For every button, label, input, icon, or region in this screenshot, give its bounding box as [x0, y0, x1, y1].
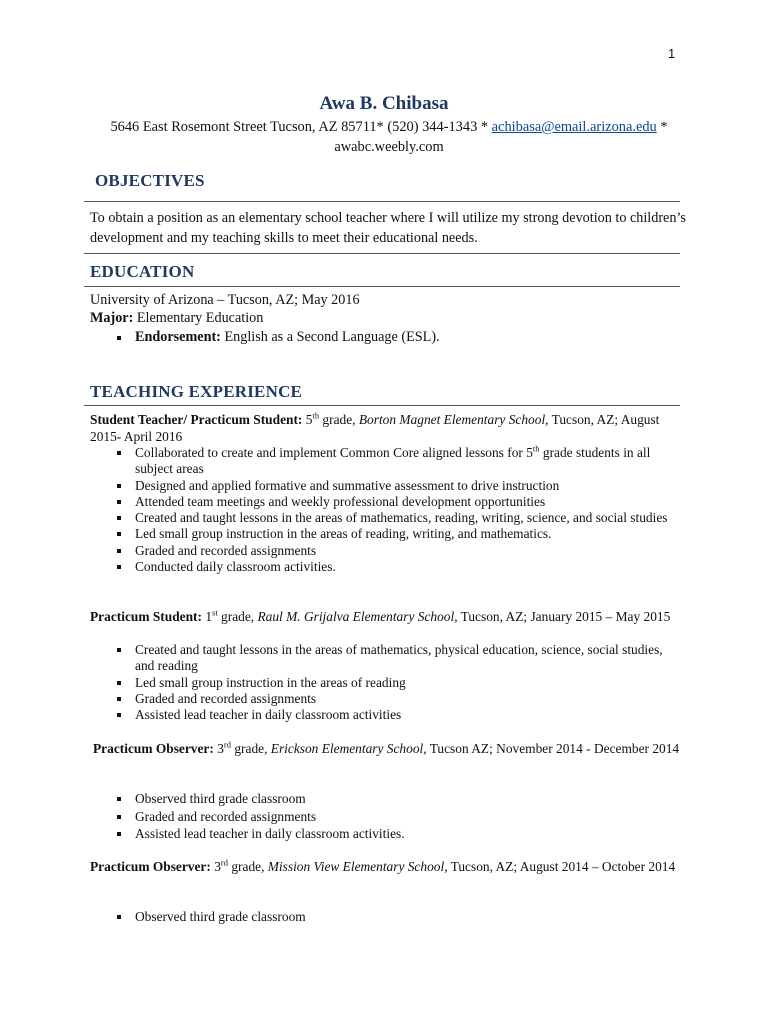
- entry-grade-suffix: rd: [223, 739, 231, 750]
- list-item: Led small group instruction in the areas of reading, writing, and mathematics.: [116, 526, 676, 542]
- entry-grade: 3: [214, 859, 221, 874]
- experience-heading: TEACHING EXPERIENCE: [90, 382, 303, 401]
- endorsement-value: English as a Second Language (ESL).: [220, 329, 440, 345]
- objectives-text: To obtain a position as an elementary school teacher where I will utilize my strong devotion to children’s development and my teaching skills to meet their educational needs.: [90, 210, 686, 246]
- entry-grade-text: grade,: [228, 859, 268, 874]
- experience-entry-3-header: [93, 740, 683, 757]
- experience-divider: [84, 405, 680, 406]
- list-item: Graded and recorded assignments: [116, 543, 676, 559]
- experience-entry-2-header: [90, 608, 680, 625]
- entry-school: Erickson Elementary School: [270, 741, 424, 756]
- entry-school: Raul M. Grijalva Elementary School,: [257, 609, 458, 624]
- education-heading: EDUCATION: [90, 262, 195, 281]
- endorsement-label: Endorsement:: [135, 329, 221, 345]
- list-item: Assisted lead teacher in daily classroom activities.: [116, 826, 676, 842]
- list-item: Attended team meetings and weekly professional development opportunities: [116, 494, 676, 510]
- entry-role: Practicum Observer:: [93, 741, 214, 756]
- list-item: Observed third grade classroom: [116, 791, 676, 807]
- list-item: Created and taught lessons in the areas of mathematics, physical education, science, social studies, and reading: [116, 642, 676, 675]
- entry-grade-text: grade,: [319, 412, 359, 427]
- entry-details: , Tucson, AZ; August 2014 – October 2014: [444, 859, 676, 874]
- education-divider-top: [84, 253, 680, 254]
- objectives-heading: OBJECTIVES: [95, 171, 205, 190]
- entry-details: Tucson, AZ; January 2015 – May 2015: [457, 609, 671, 624]
- objectives-divider: [84, 201, 680, 202]
- list-item: Graded and recorded assignments: [116, 691, 676, 707]
- entry-school: Mission View Elementary School: [267, 859, 445, 874]
- entry-role: Practicum Observer:: [90, 859, 211, 874]
- contact-website: * awabc.weebly.com: [334, 119, 668, 155]
- list-item: Graded and recorded assignments: [116, 809, 676, 825]
- list-item: Led small group instruction in the areas of reading: [116, 675, 676, 691]
- list-item: Observed third grade classroom: [116, 909, 676, 925]
- entry-school: Borton Magnet Elementary School,: [358, 412, 549, 427]
- experience-entry-3-bullets: [116, 791, 676, 842]
- entry-details: , Tucson AZ; November 2014 - December 2014: [423, 741, 680, 756]
- page-number: 1: [668, 46, 676, 61]
- major-value: Elementary Education: [133, 310, 264, 326]
- list-item: Assisted lead teacher in daily classroom activities: [116, 707, 676, 723]
- contact-address-phone: 5646 East Rosemont Street Tucson, AZ 85711* (520) 344-1343 *: [110, 119, 492, 135]
- entry-grade-suffix: rd: [220, 857, 228, 868]
- entry-role: Student Teacher/ Practicum Student:: [90, 412, 303, 427]
- resume-name: Awa B. Chibasa: [319, 93, 449, 114]
- experience-entry-4-bullets: [116, 909, 676, 925]
- experience-entry-4-header: [90, 858, 680, 875]
- list-item: Created and taught lessons in the areas of mathematics, reading, writing, science, and social studies: [116, 510, 676, 526]
- experience-entry-1-header: [90, 411, 680, 445]
- entry-role: Practicum Student:: [90, 609, 202, 624]
- contact-info: [84, 117, 694, 157]
- entry-grade: 3: [217, 741, 224, 756]
- education-endorsement: [116, 329, 440, 346]
- list-item: Designed and applied formative and summative assessment to drive instruction: [116, 478, 676, 494]
- entry-grade-text: grade,: [231, 741, 271, 756]
- major-label: Major:: [90, 310, 134, 326]
- experience-entry-1-bullets: [116, 445, 676, 575]
- entry-grade: 5: [305, 412, 313, 427]
- entry-grade-suffix: th: [312, 410, 320, 421]
- entry-grade: 1: [205, 609, 213, 624]
- education-divider: [84, 286, 680, 287]
- education-major: [90, 310, 263, 327]
- entry-grade-suffix: st: [212, 607, 218, 618]
- education-school: University of Arizona – Tucson, AZ; May 2016: [90, 292, 360, 308]
- list-item: Conducted daily classroom activities.: [116, 559, 676, 575]
- experience-entry-2-bullets: [116, 642, 676, 723]
- entry-details: Tucson, AZ; August 2015- April 2016: [90, 412, 660, 444]
- entry-grade-text: grade,: [217, 609, 258, 624]
- list-item: Collaborated to create and implement Common Core aligned lessons for 5th grade students in all subject areas: [116, 445, 676, 478]
- email-link[interactable]: achibasa@email.arizona.edu: [491, 119, 657, 135]
